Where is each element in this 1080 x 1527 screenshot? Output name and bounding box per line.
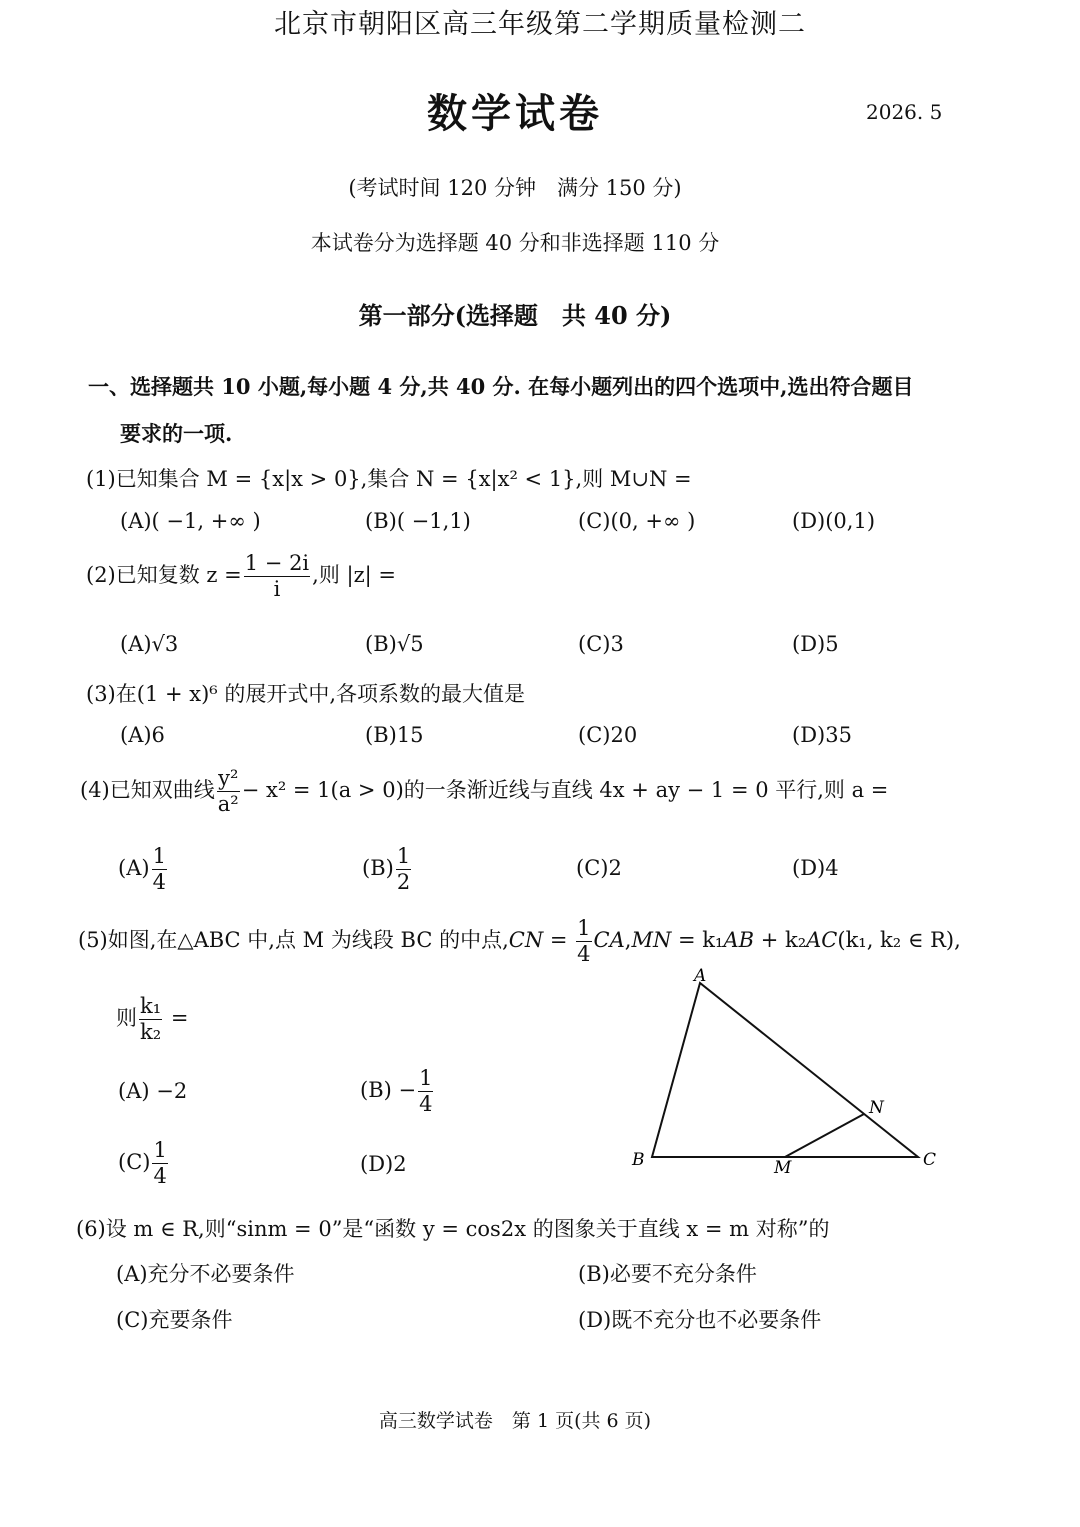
label-a: A [694, 966, 707, 986]
q5-option-b[interactable] [360, 1068, 435, 1115]
q6-option-c[interactable]: (C)充要条件 [116, 1308, 233, 1332]
q4-frac-den: a² [217, 792, 239, 816]
q5-option-b-num: 1 [419, 1066, 433, 1090]
instruction-line-2: 要求的一项. [120, 421, 233, 446]
exam-date: 2026. 5 [866, 100, 943, 124]
q4-option-a[interactable] [118, 846, 169, 893]
triangle-abc [652, 983, 918, 1157]
q3-option-b[interactable]: (B)15 [365, 723, 424, 747]
q4-option-d[interactable]: (D)4 [792, 856, 839, 880]
q5-ratio-eq: = [164, 1006, 189, 1030]
q5-ratio-den: k₂ [140, 1020, 162, 1044]
question-1-stem: (1)已知集合 M = {x|x > 0},集合 N = {x|x² < 1},则 M∪N = [86, 467, 692, 491]
q5-option-c-den: 4 [153, 1164, 167, 1188]
q4-option-c[interactable]: (C)2 [576, 856, 622, 880]
q5-option-c[interactable] [118, 1140, 170, 1187]
q5-vector-mn: MN [631, 928, 672, 952]
q3-option-c[interactable]: (C)20 [578, 723, 638, 747]
q2-option-d[interactable]: (D)5 [792, 632, 839, 656]
q4-option-b-label: (B) [362, 856, 394, 880]
label-b: B [632, 1150, 645, 1170]
part1-title: 第一部分(选择题 共 40 分) [358, 301, 672, 330]
q4-option-b[interactable] [362, 846, 413, 893]
q5-vector-cn: CN [508, 928, 544, 952]
q2-option-c[interactable]: (C)3 [578, 632, 624, 656]
q5-then: 则 [116, 1006, 137, 1030]
score-info: 本试卷分为选择题 40 分和非选择题 110 分 [310, 231, 720, 255]
q5-suffix: (k₁, k₂ ∈ R), [837, 928, 961, 952]
q5-fraction [576, 918, 591, 965]
q2-frac-den: i [273, 577, 281, 601]
question-6-stem: (6)设 m ∈ R,则“sinm = 0”是“函数 y = cos2x 的图象关于直线 x = m 对称”的 [76, 1217, 830, 1241]
q4-suffix: − x² = 1(a > 0)的一条渐近线与直线 4x + ay − 1 = 0 平行,则 a = [241, 778, 889, 802]
q6-option-a[interactable]: (A)充分不必要条件 [116, 1262, 295, 1286]
question-3-stem: (3)在(1 + x)⁶ 的展开式中,各项系数的最大值是 [86, 682, 526, 706]
q5-vector-ab: AB [723, 928, 755, 952]
q2-prefix: (2)已知复数 z = [86, 563, 242, 587]
q3-option-a[interactable]: (A)6 [120, 723, 165, 747]
q4-option-a-fraction [152, 846, 167, 893]
q5-ratio-fraction [139, 996, 162, 1043]
q2-fraction [244, 553, 310, 600]
q4-option-b-den: 2 [396, 870, 411, 894]
q5-option-b-label: (B) − [360, 1078, 417, 1102]
exam-time-info: (考试时间 120 分钟 满分 150 分) [348, 176, 682, 200]
q2-suffix: ,则 |z| = [312, 563, 396, 587]
q3-option-d[interactable]: (D)35 [792, 723, 852, 747]
q1-option-d[interactable]: (D)(0,1) [792, 509, 876, 533]
q5-sep: , [624, 928, 632, 952]
q4-option-a-den: 4 [152, 870, 166, 894]
q1-option-b[interactable]: (B)( −1,1) [365, 509, 471, 533]
school-heading: 北京市朝阳区高三年级第二学期质量检测二 [274, 9, 806, 40]
q5-vector-ca: CA [593, 928, 625, 952]
q5-ratio-num: k₁ [140, 994, 162, 1018]
question-4-stem [80, 768, 888, 815]
q5-frac-num: 1 [577, 916, 591, 940]
q4-prefix: (4)已知双曲线 [80, 778, 215, 802]
segment-mn [785, 1114, 864, 1157]
q5-frac-den: 4 [577, 942, 591, 966]
instruction-line-1: 一、选择题共 10 小题,每小题 4 分,共 40 分. 在每小题列出的四个选项中,选出符合题目 [88, 374, 914, 399]
label-n: N [869, 1098, 884, 1118]
q5-option-a[interactable]: (A) −2 [118, 1079, 188, 1103]
q5-plus: + k₂ [754, 928, 807, 952]
label-m: M [774, 1158, 792, 1178]
q5-eq: = [543, 928, 575, 952]
q4-option-b-fraction [396, 846, 411, 893]
page-footer: 高三数学试卷 第 1 页(共 6 页) [378, 1410, 652, 1432]
q5-eq2: = k₁ [671, 928, 724, 952]
q5-option-c-fraction [152, 1140, 167, 1187]
q1-option-a[interactable]: (A)( −1, +∞ ) [120, 509, 261, 533]
q4-fraction [217, 768, 240, 815]
q5-option-b-fraction [418, 1068, 433, 1115]
q2-option-b[interactable]: (B)√5 [365, 632, 424, 656]
question-2-stem [86, 553, 396, 600]
q5-option-c-num: 1 [153, 1138, 167, 1162]
q5-option-b-den: 4 [419, 1092, 433, 1116]
q5-vector-ac: AC [806, 928, 838, 952]
triangle-figure [620, 965, 950, 1185]
q4-option-a-num: 1 [152, 844, 166, 868]
q5-option-c-label: (C) [118, 1150, 151, 1174]
q6-option-b[interactable]: (B)必要不充分条件 [578, 1262, 757, 1286]
q2-frac-num: 1 − 2i [244, 551, 310, 575]
q4-option-b-num: 1 [396, 844, 411, 868]
question-5-stem [78, 918, 961, 965]
q5-option-d[interactable]: (D)2 [360, 1152, 407, 1176]
q6-option-d[interactable]: (D)既不充分也不必要条件 [578, 1308, 822, 1332]
q4-frac-num: y² [218, 766, 239, 790]
q2-option-a[interactable]: (A)√3 [120, 632, 179, 656]
paper-title: 数学试卷 [427, 90, 603, 137]
label-c: C [923, 1150, 937, 1170]
q4-option-a-label: (A) [118, 856, 150, 880]
q5-prefix: (5)如图,在△ABC 中,点 M 为线段 BC 的中点, [78, 928, 509, 952]
q5-ratio-line [116, 996, 188, 1043]
q1-option-c[interactable]: (C)(0, +∞ ) [578, 509, 696, 533]
